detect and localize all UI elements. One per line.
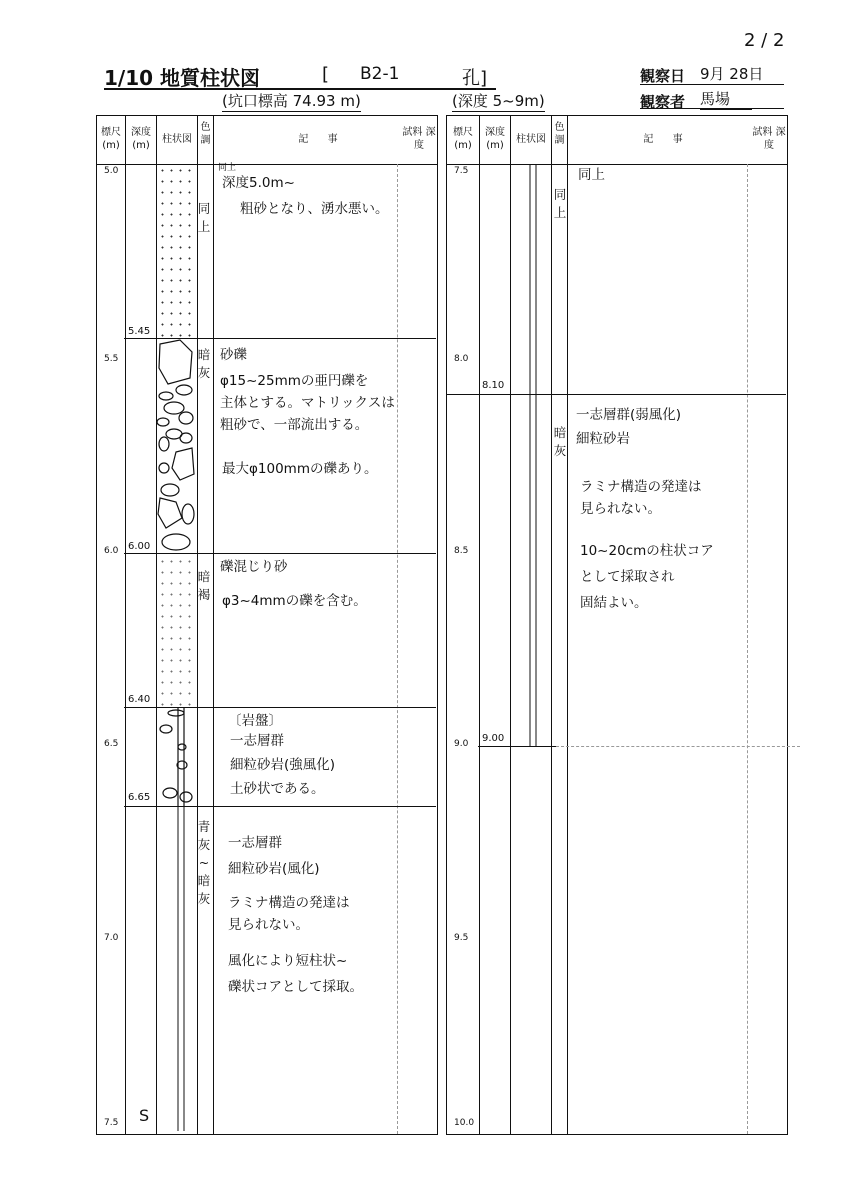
scale-tick: 7.5 — [454, 166, 469, 176]
note-line: φ3~4mmの礫を含む。 — [222, 593, 367, 609]
note-line: 見られない。 — [580, 501, 661, 517]
weathered-rock-pattern — [156, 707, 196, 807]
boundary-depth: 5.45 — [128, 326, 151, 337]
col-divider — [567, 116, 568, 1134]
note-line: 粗砂となり、湧水悪い。 — [240, 201, 389, 217]
date-underline — [640, 84, 784, 85]
note-line: 一志層群 — [230, 733, 284, 749]
header-sample: 試料 深度 — [752, 127, 786, 151]
color-tone: 暗 灰 — [197, 347, 211, 380]
note-line: 同上 — [578, 167, 605, 183]
color-tone: 暗 褐 — [197, 569, 211, 602]
note-line: 10~20cmの柱状コア — [580, 543, 714, 559]
scale-tick: 7.0 — [104, 933, 119, 943]
col-divider — [213, 116, 214, 1134]
page-number: 2 / 2 — [744, 30, 785, 51]
col-divider — [197, 116, 198, 1134]
observe-date-value: 9月 28日 — [700, 63, 784, 85]
observer-value: 馬場 — [700, 88, 752, 110]
header-column: 柱状図 — [516, 134, 546, 145]
note-line: 風化により短柱状~ — [228, 953, 348, 969]
borehole-id: B2-1 — [360, 64, 400, 84]
note-line: 土砂状である。 — [230, 781, 325, 797]
scale-tick: 10.0 — [454, 1118, 475, 1128]
col-divider — [397, 164, 398, 1134]
note-line: 細粒砂岩 — [576, 431, 630, 447]
scale-tick: 5.5 — [104, 354, 119, 364]
color-tone: 同 上 — [553, 187, 567, 220]
layer-boundary — [124, 553, 436, 554]
note-line: 一志層群 — [228, 835, 282, 851]
layer-boundary — [446, 394, 786, 395]
note-line: ラミナ構造の発達は — [228, 895, 350, 911]
boundary-depth: 6.40 — [128, 694, 151, 705]
header-sample: 試料 深度 — [402, 127, 436, 151]
note-line: 細粒砂岩(強風化) — [230, 757, 336, 773]
sandstone-core-lines — [510, 165, 550, 747]
boundary-depth: 6.00 — [128, 541, 151, 552]
note-line: 見られない。 — [228, 917, 309, 933]
note-line: 深度5.0m~ — [222, 175, 295, 191]
header-scale: 標尺 (m) — [101, 127, 121, 151]
boundary-depth: 9.00 — [482, 733, 505, 744]
note-line: 礫混じり砂 — [220, 559, 288, 575]
scale-tick: 7.5 — [104, 1118, 119, 1128]
note-line: 砂礫 — [220, 347, 247, 363]
borehole-suffix: 孔] — [462, 68, 488, 89]
right-column-header — [447, 116, 787, 165]
header-color: 色 調 — [200, 122, 211, 146]
note-line: φ15~25mmの亜円礫を — [220, 373, 369, 389]
left-column-header — [97, 116, 437, 165]
scale-tick: 9.5 — [454, 933, 469, 943]
header-color: 色 調 — [554, 122, 565, 146]
collar-elevation: (坑口標高 74.93 m) — [222, 92, 361, 110]
header-scale: 標尺 (m) — [453, 127, 473, 151]
scale-tick: 5.0 — [104, 166, 119, 176]
observer-label: 観察者 — [640, 93, 686, 111]
color-tone: 暗 灰 — [553, 425, 567, 458]
note-line: 一志層群(弱風化) — [576, 407, 682, 423]
note-line: ラミナ構造の発達は — [580, 479, 702, 495]
col-divider — [747, 164, 748, 1134]
scale-tick: 9.0 — [454, 739, 469, 749]
header-depth: 深度 (m) — [131, 127, 151, 151]
note-line: 細粒砂岩(風化) — [228, 861, 320, 877]
observe-date-label: 観察日 — [640, 67, 686, 85]
note-line: 粗砂で、一部流出する。 — [220, 417, 369, 433]
scale-tick: 8.5 — [454, 546, 469, 556]
header-column: 柱状図 — [162, 134, 192, 145]
boundary-depth: 6.65 — [128, 792, 151, 803]
note-line: 〔岩盤〕 — [228, 713, 282, 729]
note-line: として採取され — [580, 569, 675, 585]
color-tone: 青 灰 ~ 暗 灰 — [197, 819, 211, 906]
note-line: 主体とする。マトリックスは — [220, 395, 395, 411]
layer-boundary-dashed — [556, 746, 800, 747]
right-log-panel — [446, 115, 788, 1135]
scale-tick: 6.5 — [104, 739, 119, 749]
note-line: 同上 — [218, 163, 237, 173]
color-tone: 同 上 — [197, 201, 211, 234]
scale-tick: 6.0 — [104, 546, 119, 556]
bottom-mark: S — [139, 1106, 150, 1125]
sheet-title: 1/10 地質柱状図 — [104, 66, 261, 90]
header-notes: 記 事 — [298, 134, 346, 145]
note-line: 固結よい。 — [580, 595, 648, 611]
header-notes: 記 事 — [643, 134, 691, 145]
borehole-bracket-open: [ — [322, 64, 330, 85]
boundary-depth: 8.10 — [482, 380, 505, 391]
depth-range: (深度 5~9m) — [452, 92, 545, 110]
observer-underline — [640, 108, 784, 109]
sandstone-core-lines — [156, 806, 196, 1131]
scale-tick: 8.0 — [454, 354, 469, 364]
gravelly-sand-pattern — [158, 556, 194, 706]
col-divider — [479, 116, 480, 1134]
col-divider — [551, 116, 552, 1134]
header-depth: 深度 (m) — [485, 127, 505, 151]
note-line: 最大φ100mmの礫あり。 — [222, 461, 378, 477]
note-line: 礫状コアとして採取。 — [228, 979, 363, 995]
col-divider — [125, 116, 126, 1134]
gravel-pattern — [156, 338, 196, 553]
sand-pattern — [158, 165, 194, 337]
